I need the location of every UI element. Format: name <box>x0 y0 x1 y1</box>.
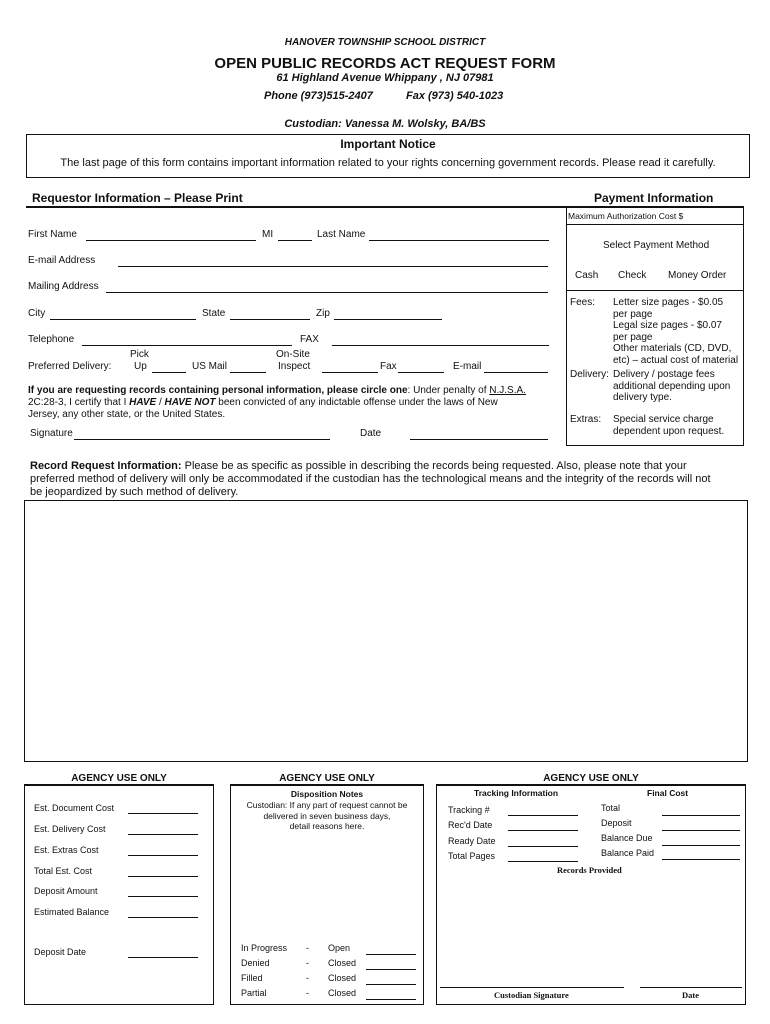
mailing-label: Mailing Address <box>28 281 99 292</box>
first-name-field[interactable] <box>86 240 256 241</box>
est-extras-cost-field[interactable] <box>128 855 198 856</box>
status-closed: Closed <box>328 988 357 998</box>
record-request-instructions <box>30 460 711 499</box>
fax-delivery-checkbox[interactable] <box>398 372 444 373</box>
city-label: City <box>28 308 46 319</box>
njsa-ref: N.J.S.A. <box>489 385 526 396</box>
last-name-field[interactable] <box>369 240 549 241</box>
tracking-number-field[interactable] <box>508 815 578 816</box>
record-request-textarea[interactable] <box>24 500 748 762</box>
total-est-cost-field[interactable] <box>128 876 198 877</box>
status-dash: - <box>306 973 309 983</box>
certification-statute: 2C:28-3 <box>28 397 64 408</box>
cash-option[interactable]: Cash <box>575 270 599 281</box>
district-address: 61 Highland Avenue Whippany , NJ 07981 <box>276 72 494 84</box>
district-fax: Fax (973) 540-1023 <box>406 90 504 102</box>
email-delivery-checkbox[interactable] <box>484 372 548 373</box>
record-heading: Record Request Information: <box>30 460 182 472</box>
first-name-label: First Name <box>28 229 77 240</box>
status-filled: Filled <box>241 973 263 983</box>
max-auth-label: Maximum Authorization Cost $ <box>568 211 684 221</box>
status-denied: Denied <box>241 958 270 968</box>
certification-line-2 <box>28 397 498 408</box>
fees-line: Letter size pages - $0.05 <box>613 297 724 308</box>
final-deposit-label: Deposit <box>601 818 632 828</box>
agency1-heading: AGENCY USE ONLY <box>71 773 167 784</box>
pick-label: Pick <box>130 349 149 360</box>
status-closed: Closed <box>328 973 357 983</box>
status-filled-field[interactable] <box>366 984 416 985</box>
custodian-name: Custodian: Vanessa M. Wolsky, BA/BS <box>284 118 486 130</box>
final-total-label: Total <box>601 803 621 813</box>
telephone-field[interactable] <box>82 345 292 346</box>
estimated-balance-field[interactable] <box>128 917 198 918</box>
email-field[interactable] <box>118 266 548 267</box>
have-option[interactable]: HAVE <box>129 397 157 408</box>
form-title: OPEN PUBLIC RECORDS ACT REQUEST FORM <box>214 55 556 72</box>
extras-list <box>613 414 724 437</box>
district-name: HANOVER TOWNSHIP SCHOOL DISTRICT <box>284 37 486 48</box>
city-field[interactable] <box>50 319 196 320</box>
select-payment-label: Select Payment Method <box>603 240 710 251</box>
deposit-amount-label: Deposit Amount <box>34 886 98 896</box>
mailing-field[interactable] <box>106 292 548 293</box>
record-text-1: Please be as specific as possible in describing the records being requested. Also, please note that your <box>181 460 687 472</box>
check-option[interactable]: Check <box>618 270 647 281</box>
mi-label: MI <box>262 229 274 240</box>
custodian-signature-label: Custodian Signature <box>494 990 569 1000</box>
last-name-label: Last Name <box>317 229 366 240</box>
fax-label: FAX <box>300 334 319 345</box>
signature-field[interactable] <box>74 439 330 440</box>
records-provided-label: Records Provided <box>557 865 622 875</box>
preferred-delivery-label: Preferred Delivery: <box>28 361 112 372</box>
email-label: E-mail Address <box>28 255 96 266</box>
extras-line: Special service charge <box>613 414 714 425</box>
state-field[interactable] <box>230 319 310 320</box>
final-cost-title: Final Cost <box>647 788 689 798</box>
fax-field[interactable] <box>332 345 549 346</box>
delivery-line: delivery type. <box>613 392 672 403</box>
notice-title: Important Notice <box>340 137 436 151</box>
fees-line: per page <box>613 308 653 320</box>
money-order-option[interactable]: Money Order <box>668 270 727 281</box>
disposition-note-line: Custodian: If any part of request cannot be <box>246 800 408 810</box>
delivery-list <box>613 369 730 404</box>
notice-text: The last page of this form contains important information related to your rights concerning government records. Please read it carefully. <box>60 157 716 169</box>
recd-date-field[interactable] <box>508 830 578 831</box>
pickup-checkbox[interactable] <box>152 372 186 373</box>
mi-field[interactable] <box>278 240 312 241</box>
have-not-option[interactable]: HAVE NOT <box>164 397 216 408</box>
record-line-1 <box>30 460 711 473</box>
requestor-rule <box>26 206 566 208</box>
custodian-date-label: Date <box>682 990 699 1000</box>
extras-line: dependent upon request. <box>613 425 725 437</box>
deposit-date-field[interactable] <box>128 957 198 958</box>
certification-text-3: , I certify that I <box>63 397 130 408</box>
pickup-label: Up <box>134 361 147 372</box>
deposit-date-label: Deposit Date <box>34 947 87 957</box>
custodian-signature-field[interactable] <box>440 987 624 988</box>
status-dash: - <box>306 958 309 968</box>
status-open-field[interactable] <box>366 954 416 955</box>
certification-text-4: been convicted of any indictable offense under the laws of New <box>215 397 498 408</box>
final-deposit-field[interactable] <box>662 830 740 831</box>
certification-bold: If you are requesting records containing personal information, please circle one <box>28 385 408 396</box>
custodian-date-field[interactable] <box>640 987 742 988</box>
date-label: Date <box>360 428 382 439</box>
tracking-title: Tracking Information <box>474 788 559 798</box>
zip-label: Zip <box>316 308 330 319</box>
agency3-box <box>436 785 746 1005</box>
zip-field[interactable] <box>334 319 442 320</box>
disposition-notes <box>230 800 424 832</box>
agency3-heading: AGENCY USE ONLY <box>543 773 639 784</box>
tracking-number-label: Tracking # <box>448 805 490 815</box>
extras-label: Extras: <box>570 414 602 425</box>
final-total-field[interactable] <box>662 815 740 816</box>
total-pages-field[interactable] <box>508 861 578 862</box>
state-label: State <box>202 308 226 319</box>
recd-date-label: Rec'd Date <box>448 820 493 830</box>
payment-divider <box>566 290 744 291</box>
email-delivery-label: E-mail <box>453 361 482 372</box>
disposition-note-line: detail reasons here. <box>289 821 365 831</box>
signature-label: Signature <box>30 428 73 439</box>
ready-date-label: Ready Date <box>448 836 496 846</box>
slash-separator: / <box>156 397 165 408</box>
est-document-cost-field[interactable] <box>128 813 198 814</box>
max-auth-field[interactable] <box>566 224 744 225</box>
deposit-amount-field[interactable] <box>128 896 198 897</box>
fees-label: Fees: <box>570 297 596 308</box>
est-delivery-cost-label: Est. Delivery Cost <box>34 824 106 834</box>
fees-line: etc) – actual cost of material <box>613 354 739 366</box>
disposition-title: Disposition Notes <box>290 789 364 799</box>
est-delivery-cost-field[interactable] <box>128 834 198 835</box>
total-pages-label: Total Pages <box>448 851 496 861</box>
status-open: Open <box>328 943 351 953</box>
status-dash: - <box>306 943 309 953</box>
status-dash: - <box>306 988 309 998</box>
requestor-heading: Requestor Information – Please Print <box>32 191 243 205</box>
record-line-2: preferred method of delivery will only be accommodated if the custodian has the technological means and the integrity of the records will not <box>30 473 711 485</box>
fees-line: Other materials (CD, DVD, <box>613 343 732 354</box>
ready-date-field[interactable] <box>508 846 578 847</box>
disposition-note-line: delivered in seven business days, <box>263 810 391 821</box>
usmail-checkbox[interactable] <box>230 372 266 373</box>
status-partial-field[interactable] <box>366 999 416 1000</box>
balance-due-label: Balance Due <box>601 833 653 843</box>
record-line-3: be jeopardized by such method of delivery. <box>30 486 239 498</box>
total-est-cost-label: Total Est. Cost <box>34 866 93 876</box>
certification-text-1: : Under penalty of <box>407 385 490 396</box>
estimated-balance-label: Estimated Balance <box>34 907 110 917</box>
inspect-checkbox[interactable] <box>322 372 378 373</box>
agency2-heading: AGENCY USE ONLY <box>279 773 375 784</box>
status-closed: Closed <box>328 958 357 968</box>
district-phone: Phone (973)515-2407 <box>264 90 373 102</box>
fax-delivery-label: Fax <box>380 361 397 372</box>
certification-line-1 <box>28 385 526 396</box>
status-in-progress: In Progress <box>241 943 288 953</box>
delivery-label: Delivery: <box>570 369 609 380</box>
fees-line: per page <box>613 331 653 343</box>
status-denied-field[interactable] <box>366 969 416 970</box>
certification-line-3: Jersey, any other state, or the United States. <box>28 409 226 420</box>
fees-list <box>613 297 738 366</box>
onsite-label: On-Site <box>276 349 310 360</box>
est-document-cost-label: Est. Document Cost <box>34 803 115 813</box>
delivery-line: Delivery / postage fees <box>613 369 715 380</box>
fees-line: Legal size pages - $0.07 <box>613 320 722 331</box>
payment-heading: Payment Information <box>594 191 714 205</box>
balance-paid-label: Balance Paid <box>601 848 655 858</box>
delivery-line: additional depending upon <box>613 380 731 392</box>
balance-paid-field[interactable] <box>662 859 740 860</box>
date-field[interactable] <box>410 439 548 440</box>
telephone-label: Telephone <box>28 334 75 345</box>
balance-due-field[interactable] <box>662 845 740 846</box>
est-extras-cost-label: Est. Extras Cost <box>34 845 99 855</box>
status-partial: Partial <box>241 988 267 998</box>
inspect-label: Inspect <box>278 361 311 372</box>
usmail-label: US Mail <box>192 361 228 372</box>
